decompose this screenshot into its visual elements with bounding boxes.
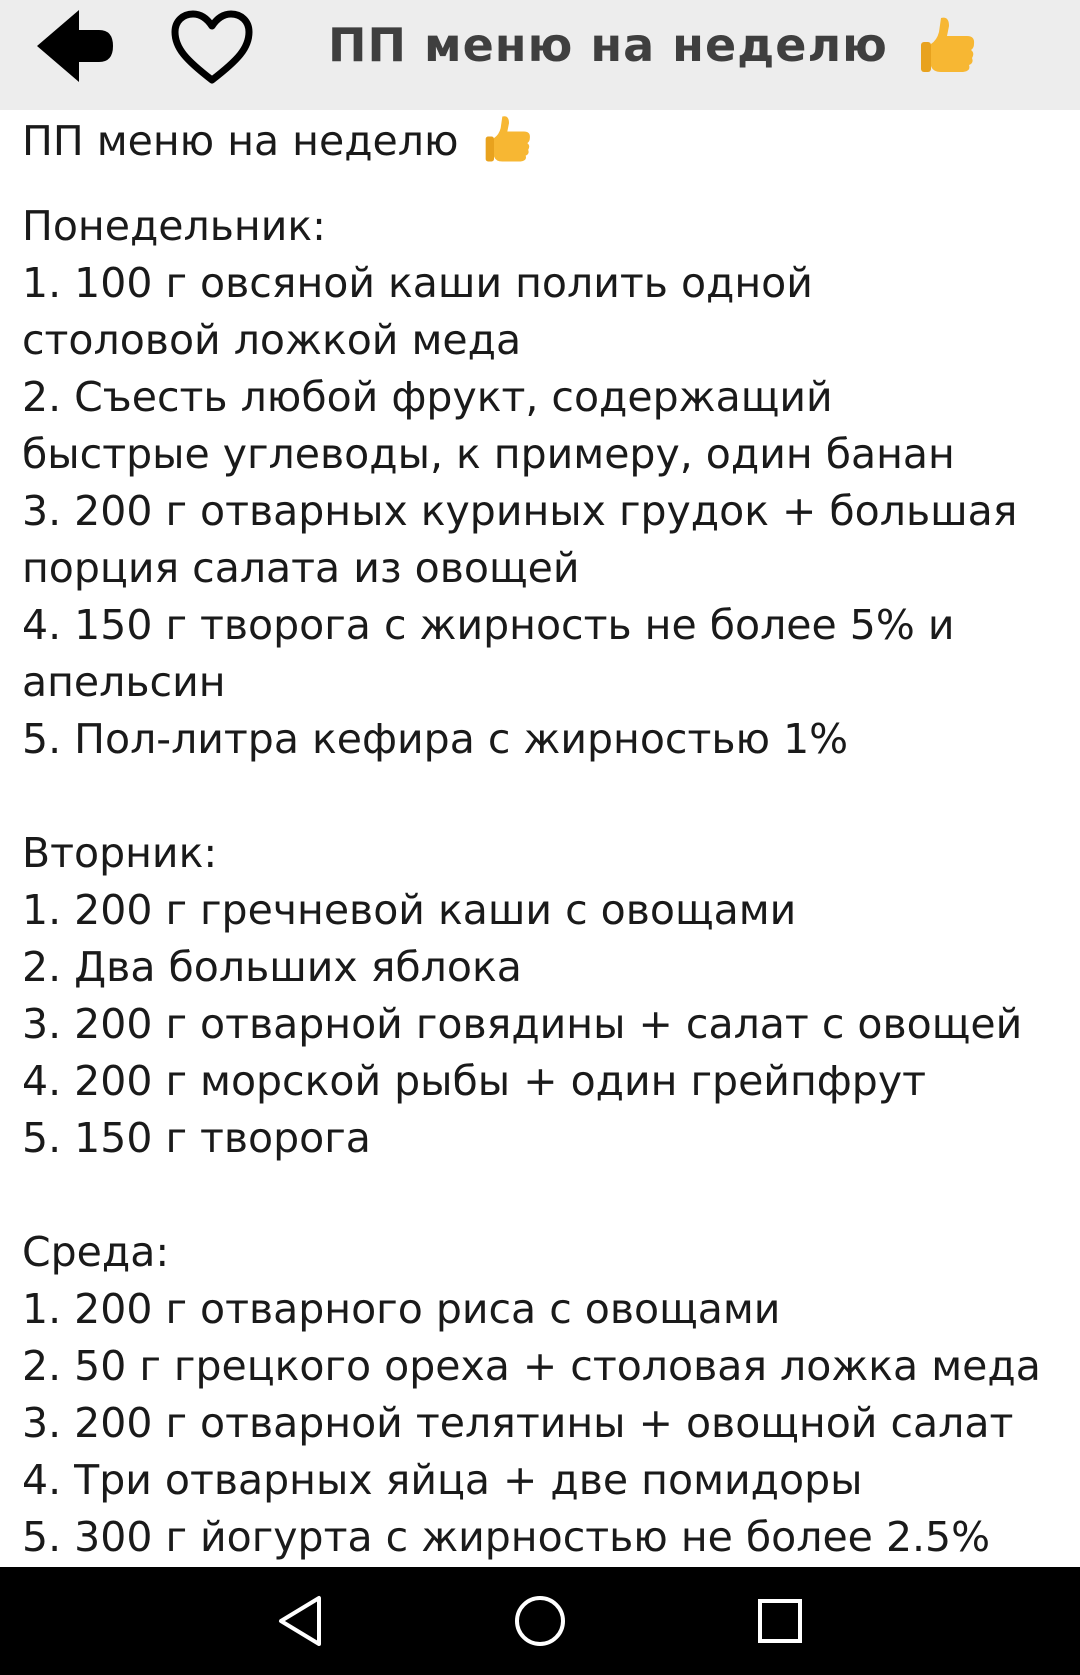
list-item: 2. Два больших яблока bbox=[22, 943, 522, 991]
page-title-text: ПП меню на неделю bbox=[328, 18, 888, 72]
list-item: 2. Съесть любой фрукт, содержащий bbox=[22, 373, 833, 421]
list-item: 4. 200 г морской рыбы + один грейпфрут bbox=[22, 1057, 926, 1105]
post-title bbox=[22, 110, 1062, 176]
thumbs-up-icon bbox=[919, 14, 979, 76]
post-title-text: ПП меню на неделю bbox=[22, 117, 459, 165]
thumbs-up-icon bbox=[484, 112, 534, 166]
list-item: 3. 200 г отварной телятины + овощной салат bbox=[22, 1399, 1014, 1447]
list-item: 3. 200 г отварной говядины + салат с овощей bbox=[22, 1000, 1023, 1048]
list-item: столовой ложкой меда bbox=[22, 316, 522, 364]
list-item: апельсин bbox=[22, 658, 226, 706]
system-home-button[interactable] bbox=[500, 1585, 580, 1657]
toolbar bbox=[0, 0, 1080, 110]
paragraph-spacer bbox=[22, 1167, 1062, 1224]
paragraph-spacer bbox=[22, 768, 1062, 825]
list-item: 2. 50 г грецкого ореха + столовая ложка меда bbox=[22, 1342, 1041, 1390]
back-button[interactable] bbox=[26, 4, 124, 88]
favorite-button[interactable] bbox=[164, 6, 260, 90]
list-item: 5. Пол-литра кефира с жирностью 1% bbox=[22, 715, 849, 763]
list-item: 1. 100 г овсяной каши полить одной bbox=[22, 259, 813, 307]
list-item: 5. 300 г йогурта с жирностью не более 2.5% bbox=[22, 1513, 991, 1561]
list-item: 1. 200 г гречневой каши с овощами bbox=[22, 886, 797, 934]
list-item: 4. Три отварных яйца + две помидоры bbox=[22, 1456, 863, 1504]
day-heading-monday: Понедельник: bbox=[22, 202, 326, 250]
list-item: 4. 150 г творога с жирность не более 5% и bbox=[22, 601, 955, 649]
system-recents-button[interactable] bbox=[740, 1585, 820, 1657]
heart-outline-icon bbox=[170, 10, 254, 86]
square-recents-icon bbox=[755, 1596, 805, 1646]
list-item: 5. 150 г творога bbox=[22, 1114, 371, 1162]
list-item: 3. 200 г отварных куриных грудок + большая bbox=[22, 487, 1018, 535]
day-heading-tuesday: Вторник: bbox=[22, 829, 218, 877]
day-heading-wednesday: Среда: bbox=[22, 1228, 170, 1276]
list-item: быстрые углеводы, к примеру, один банан bbox=[22, 430, 955, 478]
system-nav-bar bbox=[0, 1567, 1080, 1675]
post-content bbox=[22, 110, 1062, 1565]
arrow-left-icon bbox=[33, 6, 117, 86]
page-title bbox=[328, 10, 979, 80]
list-item: порция салата из овощей bbox=[22, 544, 580, 592]
list-item: 1. 200 г отварного риса с овощами bbox=[22, 1285, 781, 1333]
circle-home-icon bbox=[512, 1593, 568, 1649]
triangle-back-icon bbox=[275, 1594, 325, 1648]
system-back-button[interactable] bbox=[260, 1585, 340, 1657]
